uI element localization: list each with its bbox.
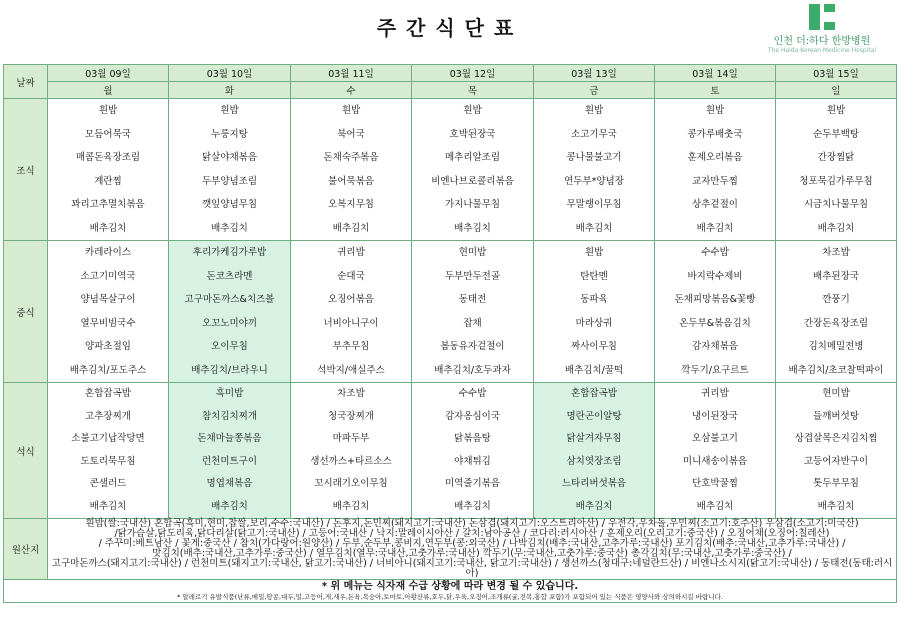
menu-item: 혼합잡곡밥 [571,388,617,399]
logo-name: 인천 더:하다 한방병원 [773,36,871,47]
menu-item: 귀리밥 [701,388,729,399]
menu-item: 명엽채볶음 [206,478,253,489]
menu-cell [169,241,291,383]
meal-label: 중식 [4,241,48,383]
menu-item: 감자채볶음 [692,341,738,352]
weekday-cell: 화 [169,82,291,99]
menu-item: 배추김치 [817,500,855,512]
menu-item: 콩나물불고기 [566,152,622,163]
menu-item: 생선까스+타르소스 [310,455,392,467]
menu-item: 고구마돈까스&치즈볼 [184,294,275,305]
menu-item: 도토리묵무침 [80,455,136,467]
menu-item: 혼합잡곡밥 [85,388,131,399]
menu-item: 부추무침 [332,341,370,352]
weekday-cell: 금 [534,82,655,99]
footer-notice [4,580,897,603]
menu-cell [412,241,534,383]
menu-item: 배추김치 [454,222,491,234]
menu-item: 청포묵김가루무침 [799,175,873,187]
menu-item: 누룽지탕 [211,128,248,140]
meal-row [4,99,897,241]
page-title: 주간식단표 [376,16,524,40]
origin-row [4,519,897,580]
meal-label: 석식 [4,383,48,519]
menu-item: 톳두부무침 [813,478,859,489]
weekday-cell: 일 [776,82,897,99]
menu-change-notice: * 위 메뉴는 식자재 수급 상황에 따라 변경 될 수 있습니다. [321,581,579,592]
footer-row [4,580,897,603]
menu-item: 카레라이스 [85,247,131,258]
menu-cell [776,383,897,519]
date-cell: 03월 15일 [776,65,897,82]
menu-item: 흰밥 [463,105,482,116]
menu-item: 탄탄멘 [580,270,608,282]
weekday-cell: 목 [412,82,534,99]
menu-item: 수수밥 [458,388,487,399]
menu-cell [412,383,534,519]
menu-item: 상겹살목은지김치찜 [794,433,878,444]
menu-cell [169,383,291,519]
menu-item: 석박지/애실주스 [317,364,385,376]
menu-item: 단호박꿀찜 [692,478,738,489]
menu-cell [291,383,412,519]
menu-item: 흑미밥 [215,388,244,399]
menu-item: 매콤돈육장조림 [75,152,141,163]
menu-cell [534,383,655,519]
menu-item: 배추김치 [817,222,855,234]
menu-item: 꼬시래기오이무침 [314,478,388,489]
menu-item: 배추김치 [89,500,127,512]
menu-item: 김치메밀전병 [808,341,864,352]
menu-item: 마파두부 [332,433,370,444]
date-row [4,65,897,82]
menu-item: 돈채마늘쫑볶음 [197,433,262,444]
menu-item: 순두부백탕 [813,128,859,140]
menu-item: 배추김치/호두과자 [434,364,511,376]
menu-item: 배추김치/브라우니 [191,364,268,376]
menu-item: 깐풍기 [822,294,850,305]
menu-item: 오이무침 [211,341,248,352]
menu-cell [169,99,291,241]
menu-item: 배추김치 [211,222,248,234]
menu-item: 열무비빔국수 [80,317,136,329]
logo-mark-icon [809,4,835,30]
menu-item: 봄동유자겉절이 [440,341,505,352]
origin-line: 흰밥(쌀:국내산) 혼합곡(흑미,현미,찹쌀,보리,수수:국내산) / 돈후지,돈민찌(돼지고기:국내산) 돈삼겹(돼지고기:오스트리아산) / 우전각,우차돌,우민찌(소고기:호주산) 우삼겹(소고기:미국산) [85,518,859,529]
menu-item: 수수밥 [701,247,729,258]
menu-item: 배추김치 [575,500,613,512]
menu-item: 닭볶음탕 [454,433,491,444]
menu-item: 흰밥 [341,105,361,116]
menu-item: 냉이된장국 [692,410,738,422]
menu-item: 모듬어묵국 [85,128,131,140]
menu-item: 흰밥 [98,105,118,116]
date-cell: 03월 12일 [412,65,534,82]
menu-item: 배추김치/포도주스 [69,364,147,376]
menu-item: 느타리버섯볶음 [561,478,627,489]
origin-line: 맛김치(배추:국내산,고추가루:중국산) / 열무김치(열무:국내산,고춧가루:국내산) 깍두기(무:국내산,고춧가루:중국산) 총각김치(무:국내산,고춧가루:중국산) / [152,548,792,559]
origin-info [48,519,897,580]
menu-item: 흰밥 [220,105,239,116]
menu-item: 계란찜 [94,175,122,187]
weekday-row [4,82,897,99]
menu-item: 깻잎양념무침 [201,199,258,210]
menu-item: 양파초절임 [85,341,131,352]
menu-item: 차조밥 [822,247,850,258]
origin-label: 원산지 [4,519,48,580]
menu-item: 귀리밥 [337,247,365,258]
menu-item: 비엔나브로콜리볶음 [431,175,514,187]
menu-item: 배추김치 [89,222,127,234]
menu-item: 청국장찌개 [328,410,374,422]
menu-cell [655,383,776,519]
menu-item: 차조밥 [337,388,365,399]
origin-line: 고구마돈까스(돼지고기:국내산) / 런천미트(돼지고기:국내산, 닭고기:국내산) / 너비아니(돼지고기:국내산, 닭고기:국내산) / 생선까스(청대구:네덜란드산) / 비엔나소시지(닭고기:국내산) / 동태전(동태:러시아) [51,558,893,579]
menu-item: 고추장찌개 [85,410,131,422]
menu-item: 배추김치 [454,500,491,512]
menu-item: 훈제오리볶음 [687,152,743,163]
weekday-cell: 월 [48,82,169,99]
menu-item: 흰밥 [705,105,725,116]
menu-item: 배추김치 [332,222,370,234]
menu-item: 런천미트구이 [201,455,258,467]
menu-item: 삼치엿장조림 [566,455,622,467]
menu-item: 잡채 [463,317,482,329]
menu-item: 오꼬노미야끼 [201,317,258,329]
menu-item: 미역줄기볶음 [444,478,501,489]
menu-item: 동태전 [458,294,487,305]
menu-item: 배추김치 [211,500,248,512]
menu-item: 호박된장국 [449,128,496,140]
menu-cell [655,241,776,383]
date-cell: 03월 11일 [291,65,412,82]
weekday-cell: 토 [655,82,776,99]
menu-item: 짜사이무침 [571,341,617,352]
menu-item: 오징어볶음 [328,294,374,305]
menu-item: 순대국 [337,270,365,282]
menu-item: 배추된장국 [813,270,859,282]
menu-cell [291,241,412,383]
menu-item: 양념목살구이 [80,294,136,305]
menu-item: 돈코츠라멘 [206,270,253,282]
menu-item: 간장찜닭 [817,152,855,163]
menu-cell [655,99,776,241]
logo-subtitle: The Haida Korean Medicine Hospital [767,47,877,54]
menu-cell [291,99,412,241]
menu-cell [776,99,897,241]
weekday-cell: 수 [291,82,412,99]
menu-item: 닭살야채볶음 [201,152,258,163]
menu-item: 흰밥 [584,247,604,258]
menu-item: 마라상궈 [575,317,613,329]
menu-item: 교자만두찜 [692,175,738,187]
menu-item: 흰밥 [826,105,846,116]
menu-item: 콩가루배춧국 [687,128,743,140]
meal-row [4,241,897,383]
origin-line: /닭가슴살,닭도리육,닭다리살(닭고기:국내산) / 고등어:국내산 / 낙지:말레이시아산 / 갈치:남아공산 / 코다리:러시아산 / 훈제오리(오리고기:중국산) / 오징어채(오징어:칠레산) [114,528,830,539]
date-cell: 03월 14일 [655,65,776,82]
menu-item: 참치김치찌개 [201,410,258,422]
menu-item: 미니새송이볶음 [682,455,748,467]
menu-item: 배추김치/초코찰떡파이 [788,364,884,376]
menu-item: 불어묵볶음 [328,175,374,187]
menu-item: 오삼불고기 [692,433,738,444]
menu-item: 두부양념조림 [201,175,258,187]
menu-item: 너비아니구이 [323,317,379,329]
menu-cell [776,241,897,383]
date-cell: 03월 10일 [169,65,291,82]
menu-item: 명란곤이알탕 [566,410,622,422]
menu-item: 간장돈육장조림 [803,317,869,329]
menu-item: 감자옹심이국 [444,410,501,422]
menu-item: 가지나물무침 [444,199,501,210]
menu-item: 후리가케김가루밥 [192,247,267,258]
hospital-logo [752,4,892,54]
meal-row [4,383,897,519]
menu-item: 꽈리고추멸치볶음 [71,199,145,210]
origin-line: / 주꾸미:베트남산 / 꽃게:중국산 / 참치(가다랑어:원양산) / 두부,순두부,콩비지,연두부(콩:외국산) / 나박김치(배추:국내산,고추가루:국내산) 포기김치(배추:국내산,고추가루:국내산) / [98,538,846,549]
date-cell: 03월 09일 [48,65,169,82]
menu-item: 고등어자반구이 [803,455,869,467]
meal-label: 조식 [4,99,48,241]
menu-item: 소고기미역국 [80,270,136,282]
menu-cell [412,99,534,241]
date-cell: 03월 13일 [534,65,655,82]
menu-item: 동파육 [580,294,608,305]
menu-item: 메추리알조림 [444,152,501,163]
menu-item: 소고기무국 [571,128,617,140]
menu-item: 북어국 [337,128,365,140]
menu-cell [534,241,655,383]
menu-item: 배추김치/꿀떡 [564,364,624,376]
menu-item: 들깨버섯탕 [813,410,859,422]
menu-item: 오복지무침 [328,199,374,210]
date-header-label: 날짜 [4,65,48,99]
menu-cell [534,99,655,241]
menu-item: 현미밥 [458,247,487,258]
menu-item: 야채튀김 [454,455,491,467]
menu-item: 흰밥 [584,105,604,116]
menu-item: 상추겉절이 [692,199,738,210]
menu-cell [48,383,169,519]
menu-item: 소불고기납작당면 [71,433,145,444]
menu-item: 두부만두전골 [444,270,501,282]
menu-item: 온두부&볶음김치 [679,317,751,329]
menu-item: 시금치나물무침 [803,199,869,210]
allergy-notice: * 알레르기 유발식품(난류,메밀,땅콩,대두,밀,고등어,게,새우,돈육,복숭아,토마토,아황산류,호두,닭,우육,오징어,조개류(굴,전복,홍합 포함)가 포함되어 있는 식품은 영양사와 상의하시길 바랍니다. [177,593,723,601]
menu-item: 배추김치 [332,500,370,512]
menu-item: 깍두기/요구르트 [681,364,749,376]
menu-item: 돈채피망볶음&꽃빵 [674,294,756,305]
menu-item: 배추김치 [696,222,734,234]
menu-cell [48,241,169,383]
menu-item: 연두부*양념장 [564,175,624,187]
menu-item: 배추김치 [696,500,734,512]
menu-item: 콘샐러드 [89,478,127,489]
menu-item: 현미밥 [822,388,850,399]
menu-item: 배추김치 [575,222,613,234]
menu-item: 돈채숙주볶음 [323,152,379,163]
menu-cell [48,99,169,241]
menu-item: 닭살겨자무침 [566,433,622,444]
weekly-menu-table [3,64,897,603]
menu-item: 무말랭이무침 [566,199,622,210]
menu-item: 바지락수제비 [687,270,743,282]
